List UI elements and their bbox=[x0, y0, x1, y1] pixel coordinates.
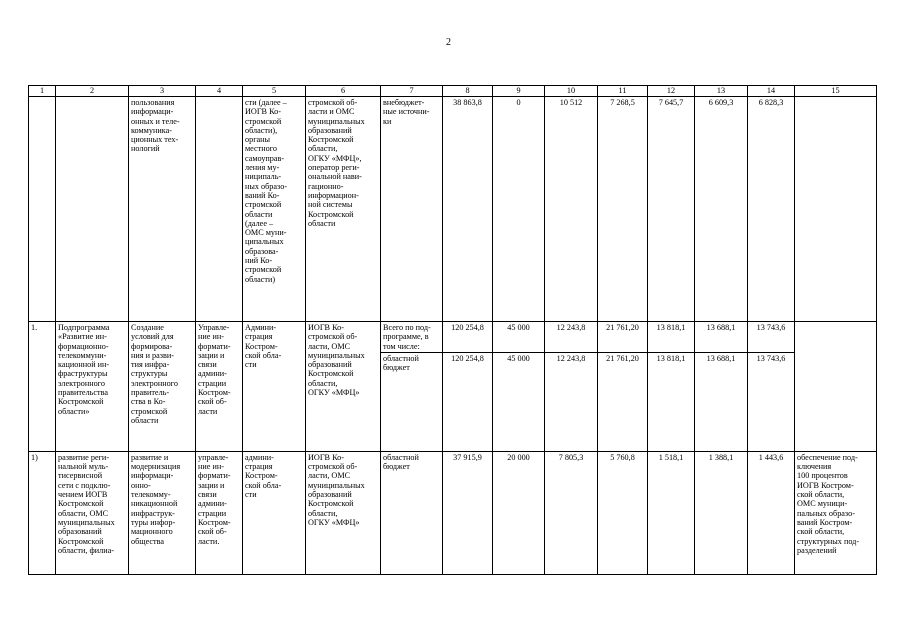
page-number: 2 bbox=[446, 37, 451, 48]
table-row-subprogram bbox=[29, 322, 877, 353]
cell-participants: стромской об- ласти и ОМС муниципальных образований Костромской области, ОГКУ «МФЦ», оператор реги- ональной нави- гационно- информацион- ной системы Костромской области bbox=[306, 97, 381, 322]
cell-funding-source: областной бюджет bbox=[381, 451, 443, 574]
cell-year-value: 45 000 bbox=[493, 322, 545, 353]
cell-year-value: 6 828,3 bbox=[748, 97, 795, 322]
cell-year-value: 12 243,8 bbox=[545, 322, 598, 353]
header-cell: 4 bbox=[196, 86, 243, 97]
cell-executor: Админи- страция Костром- ской обла- сти bbox=[243, 322, 306, 452]
cell-year-value: 6 609,3 bbox=[695, 97, 748, 322]
cell-year-value: 13 688,1 bbox=[695, 352, 748, 451]
header-cell: 9 bbox=[493, 86, 545, 97]
cell-coordinator bbox=[196, 97, 243, 322]
cell-year-value: 13 818,1 bbox=[648, 352, 695, 451]
cell-goal: Создание условий для формирова- ния и разви- тия инфра- структуры электронного правитель- ства в Ко- стромской области bbox=[129, 322, 196, 452]
cell-goal: развитие и модернизация информаци- онно- телекомму- никационной инфраструк- туры инфор- мационного общества bbox=[129, 451, 196, 574]
cell-total: 38 863,8 bbox=[443, 97, 493, 322]
cell-total: 120 254,8 bbox=[443, 352, 493, 451]
header-cell: 15 bbox=[795, 86, 877, 97]
cell-year-value: 7 645,7 bbox=[648, 97, 695, 322]
cell-name: развитие реги- нальной муль- тисервисной сети с подклю- чением ИОГВ Костромской области, ОМС муниципальных образований Костромской области, филиа- bbox=[56, 451, 129, 574]
cell-goal: пользования информаци- онных и теле- коммуника- ционных тех- нологий bbox=[129, 97, 196, 322]
cell-total: 37 915,9 bbox=[443, 451, 493, 574]
cell-year-value: 0 bbox=[493, 97, 545, 322]
header-cell: 7 bbox=[381, 86, 443, 97]
table-row-continuation bbox=[29, 97, 877, 322]
cell-executor: админи- страция Костром- ской обла- сти bbox=[243, 451, 306, 574]
cell-number: 1) bbox=[29, 451, 56, 574]
table-row-measure bbox=[29, 451, 877, 574]
cell-funding-source: внебюджет- ные источни- ки bbox=[381, 97, 443, 322]
header-cell: 10 bbox=[545, 86, 598, 97]
cell-funding-source: областной бюджет bbox=[381, 352, 443, 451]
header-cell: 13 bbox=[695, 86, 748, 97]
cell-coordinator: Управле- ние ин- формати- зации и связи админи- страции Костром- ской об- ласти bbox=[196, 322, 243, 452]
cell-year-value: 21 761,20 bbox=[598, 352, 648, 451]
cell-year-value: 7 805,3 bbox=[545, 451, 598, 574]
header-cell: 1 bbox=[29, 86, 56, 97]
cell-result: обеспечение под- ключения 100 процентов ИОГВ Костром- ской области, ОМС муници- пальных образо- ваний Костром- ской области, структурных под- разделений bbox=[795, 451, 877, 574]
cell-number: 1. bbox=[29, 322, 56, 452]
header-cell: 11 bbox=[598, 86, 648, 97]
header-cell: 3 bbox=[129, 86, 196, 97]
header-cell: 14 bbox=[748, 86, 795, 97]
cell-number bbox=[29, 97, 56, 322]
cell-funding-source: Всего по под- программе, в том числе: bbox=[381, 322, 443, 353]
cell-year-value: 13 818,1 bbox=[648, 322, 695, 353]
cell-year-value: 5 760,8 bbox=[598, 451, 648, 574]
cell-participants: ИОГВ Ко- стромской об- ласти, ОМС муниципальных образований Костромской области, ОГКУ «МФЦ» bbox=[306, 322, 381, 452]
cell-year-value: 12 243,8 bbox=[545, 352, 598, 451]
header-cell: 12 bbox=[648, 86, 695, 97]
header-cell: 6 bbox=[306, 86, 381, 97]
cell-name bbox=[56, 97, 129, 322]
header-cell: 8 bbox=[443, 86, 493, 97]
cell-year-value: 13 688,1 bbox=[695, 322, 748, 353]
cell-total: 120 254,8 bbox=[443, 322, 493, 353]
cell-year-value: 13 743,6 bbox=[748, 322, 795, 353]
cell-year-value: 1 388,1 bbox=[695, 451, 748, 574]
program-table bbox=[28, 85, 877, 575]
cell-coordinator: управле- ние ин- формати- зации и связи админи- страции Костром- ской об- ласти. bbox=[196, 451, 243, 574]
cell-year-value: 1 518,1 bbox=[648, 451, 695, 574]
cell-name: Подпрограмма «Развитие ин- формационно- телекоммуни- кационной ин- фраструктуры электронного правительства Костромской области» bbox=[56, 322, 129, 452]
cell-year-value: 21 761,20 bbox=[598, 322, 648, 353]
cell-year-value: 7 268,5 bbox=[598, 97, 648, 322]
cell-result bbox=[795, 322, 877, 452]
cell-result bbox=[795, 97, 877, 322]
cell-executor: сти (далее – ИОГВ Ко- стромской области), органы местного самоуправ- ления му- ниципаль- ных образо- ваний Ко- стромской области (далее – ОМС муни- ципальных образова- ний Ко- стромской области) bbox=[243, 97, 306, 322]
header-row bbox=[29, 86, 877, 97]
header-cell: 2 bbox=[56, 86, 129, 97]
cell-year-value: 10 512 bbox=[545, 97, 598, 322]
cell-year-value: 13 743,6 bbox=[748, 352, 795, 451]
cell-year-value: 20 000 bbox=[493, 451, 545, 574]
cell-year-value: 45 000 bbox=[493, 352, 545, 451]
cell-participants: ИОГВ Ко- стромской об- ласти, ОМС муниципальных образований Костромской области, ОГКУ «МФЦ» bbox=[306, 451, 381, 574]
cell-year-value: 1 443,6 bbox=[748, 451, 795, 574]
header-cell: 5 bbox=[243, 86, 306, 97]
